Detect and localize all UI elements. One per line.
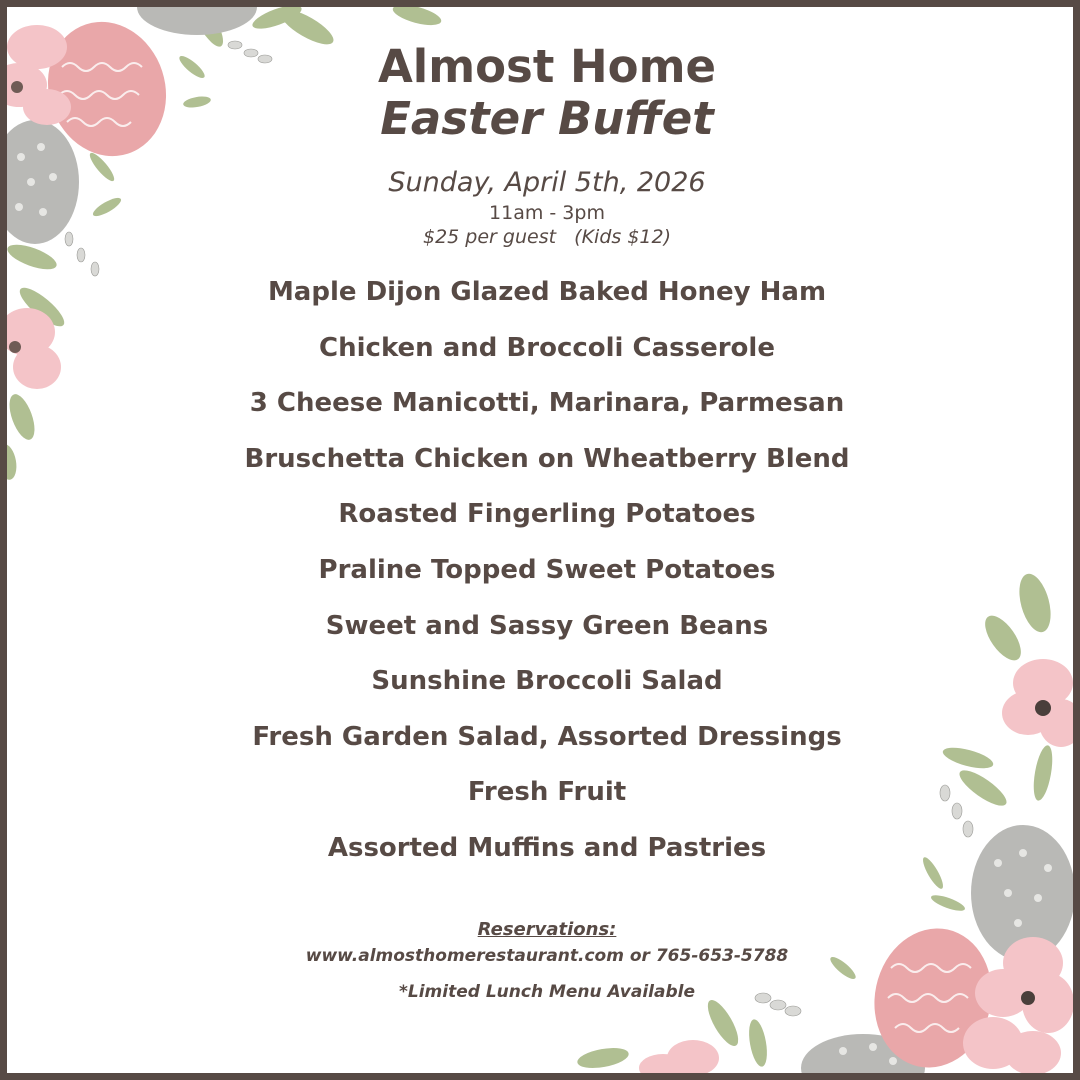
menu-list	[7, 271, 1080, 883]
menu-item: Praline Topped Sweet Potatoes	[318, 554, 776, 585]
menu-item: Bruschetta Chicken on Wheatberry Blend	[244, 443, 850, 474]
event-title: Easter Buffet	[380, 92, 714, 145]
menu-item: Maple Dijon Glazed Baked Honey Ham	[267, 277, 827, 307]
lunch-menu-note: *Limited Lunch Menu Available	[399, 982, 695, 1002]
menu-item: Fresh Garden Salad, Assorted Dressings	[252, 721, 842, 752]
restaurant-name: Almost Home	[377, 40, 716, 93]
menu-item: Assorted Muffins and Pastries	[327, 832, 767, 863]
event-date: Sunday, April 5th, 2026	[388, 167, 706, 198]
event-price: $25 per guest (Kids $12)	[423, 226, 671, 248]
reservations-label: Reservations:	[477, 919, 617, 940]
menu-item: Chicken and Broccoli Casserole	[319, 332, 775, 363]
menu-item: 3 Cheese Manicotti, Marinara, Parmesan	[249, 388, 845, 419]
menu-item: Fresh Fruit	[467, 777, 627, 808]
menu-item: Sweet and Sassy Green Beans	[325, 610, 769, 641]
event-time: 11am - 3pm	[489, 202, 605, 224]
menu-item: Sunshine Broccoli Salad	[371, 666, 723, 697]
menu-item: Roasted Fingerling Potatoes	[338, 499, 756, 530]
reservations-contact: www.almosthomerestaurant.com or 765-653-5788	[305, 946, 789, 966]
